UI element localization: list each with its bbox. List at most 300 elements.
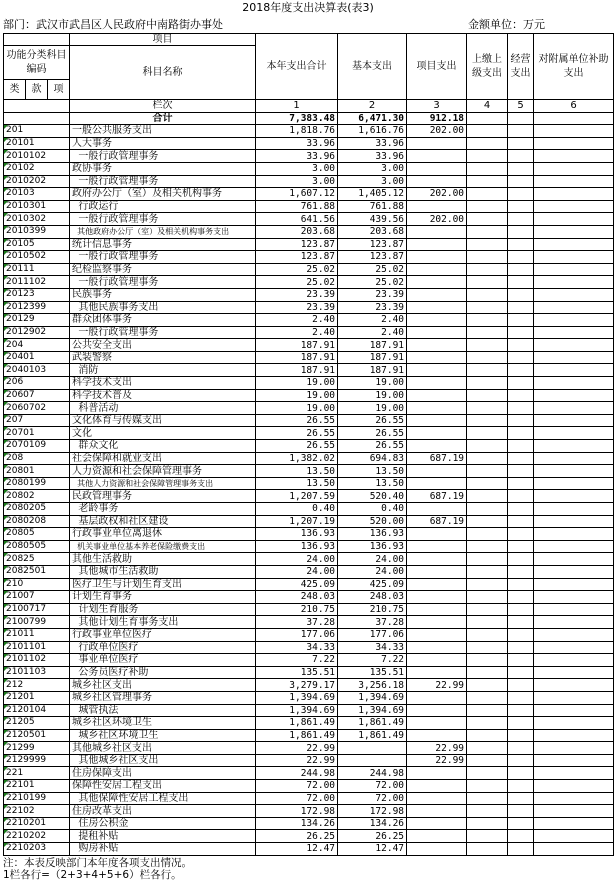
row-subsidy (534, 364, 614, 377)
row-name: 基层政权和社区建设 (70, 515, 256, 528)
table-row (4, 200, 614, 213)
row-upper (467, 641, 508, 654)
row-project (407, 477, 467, 490)
table-row (4, 792, 614, 805)
table-row (4, 288, 614, 301)
row-upper (467, 490, 508, 503)
row-operating (508, 314, 534, 327)
row-subsidy (534, 477, 614, 490)
table-row (4, 440, 614, 453)
row-project (407, 817, 467, 830)
row-total: 24.00 (256, 553, 338, 566)
lanci-row (4, 100, 614, 113)
row-code: 2101102 (4, 654, 70, 667)
row-code: 22102 (4, 805, 70, 818)
table-row (4, 188, 614, 201)
row-name: 其他政府办公厅（室）及相关机构事务支出 (70, 225, 256, 238)
row-upper (467, 729, 508, 742)
row-basic: 694.83 (338, 452, 407, 465)
row-project: 22.99 (407, 679, 467, 692)
row-operating (508, 137, 534, 150)
row-code: 20801 (4, 465, 70, 478)
row-project (407, 175, 467, 188)
row-project: 687.19 (407, 490, 467, 503)
row-subsidy (534, 628, 614, 641)
total-label: 合计 (70, 112, 256, 125)
row-project (407, 565, 467, 578)
row-project: 687.19 (407, 515, 467, 528)
row-project (407, 288, 467, 301)
row-code: 2010202 (4, 175, 70, 188)
row-upper (467, 767, 508, 780)
row-subsidy (534, 742, 614, 755)
row-basic: 25.02 (338, 276, 407, 289)
row-project (407, 540, 467, 553)
table-row (4, 616, 614, 629)
table-row (4, 565, 614, 578)
row-project (407, 603, 467, 616)
table-row (4, 691, 614, 704)
row-operating (508, 843, 534, 856)
row-upper (467, 137, 508, 150)
total-blank (4, 112, 70, 125)
row-operating (508, 691, 534, 704)
row-subsidy (534, 389, 614, 402)
row-project (407, 628, 467, 641)
row-operating (508, 351, 534, 364)
row-basic: 24.00 (338, 565, 407, 578)
row-name: 提租补贴 (70, 830, 256, 843)
row-project (407, 553, 467, 566)
row-name: 民族事务 (70, 288, 256, 301)
row-name: 行政单位医疗 (70, 641, 256, 654)
row-basic: 439.56 (338, 213, 407, 226)
row-basic: 0.40 (338, 503, 407, 516)
row-name: 科学技术支出 (70, 377, 256, 390)
row-basic: 761.88 (338, 200, 407, 213)
row-basic: 34.33 (338, 641, 407, 654)
row-project (407, 351, 467, 364)
row-basic: 244.98 (338, 767, 407, 780)
row-operating (508, 288, 534, 301)
table-row (4, 540, 614, 553)
row-project (407, 150, 467, 163)
total-operating (508, 112, 534, 125)
row-code: 2010302 (4, 213, 70, 226)
table-row (4, 679, 614, 692)
row-subsidy (534, 679, 614, 692)
row-subsidy (534, 490, 614, 503)
row-code: 2100717 (4, 603, 70, 616)
col-4: 4 (467, 100, 508, 113)
row-operating (508, 780, 534, 793)
row-total: 244.98 (256, 767, 338, 780)
row-name: 其他城乡社区支出 (70, 742, 256, 755)
total-row (4, 112, 614, 125)
row-total: 33.96 (256, 150, 338, 163)
table-row (4, 427, 614, 440)
row-basic: 172.98 (338, 805, 407, 818)
row-basic: 1,394.69 (338, 691, 407, 704)
row-code: 2080205 (4, 503, 70, 516)
row-name: 武装警察 (70, 351, 256, 364)
row-total: 3.00 (256, 162, 338, 175)
row-operating (508, 540, 534, 553)
col-2: 2 (338, 100, 407, 113)
row-project (407, 666, 467, 679)
row-code: 20101 (4, 137, 70, 150)
row-project (407, 528, 467, 541)
row-total: 25.02 (256, 276, 338, 289)
row-total: 123.87 (256, 251, 338, 264)
footer-note-1: 注：本表反映部门本年度各项支出情况。 (3, 857, 192, 869)
row-basic: 72.00 (338, 780, 407, 793)
row-total: 12.47 (256, 843, 338, 856)
row-operating (508, 175, 534, 188)
table-row (4, 402, 614, 415)
row-project (407, 578, 467, 591)
row-code: 2101101 (4, 641, 70, 654)
row-name: 住房公积金 (70, 817, 256, 830)
row-upper (467, 414, 508, 427)
row-name: 一般公共服务支出 (70, 125, 256, 138)
row-total: 135.51 (256, 666, 338, 679)
row-code: 2210199 (4, 792, 70, 805)
row-code: 20102 (4, 162, 70, 175)
row-code: 21011 (4, 628, 70, 641)
row-basic: 123.87 (338, 238, 407, 251)
table-row (4, 591, 614, 604)
row-name: 医疗卫生与计划生育支出 (70, 578, 256, 591)
row-subsidy (534, 717, 614, 730)
row-total: 187.91 (256, 364, 338, 377)
row-operating (508, 377, 534, 390)
row-subsidy (534, 414, 614, 427)
lanci-blank (4, 100, 70, 113)
row-project (407, 440, 467, 453)
row-name: 科普活动 (70, 402, 256, 415)
row-total: 0.40 (256, 503, 338, 516)
row-basic: 2.40 (338, 314, 407, 327)
row-project (407, 238, 467, 251)
row-code: 2120501 (4, 729, 70, 742)
table-row (4, 351, 614, 364)
row-project (407, 389, 467, 402)
header-item: 项目 (70, 34, 256, 46)
department-label: 部门：武汉市武昌区人民政府中南路街办事处 (3, 18, 223, 31)
table-row (4, 666, 614, 679)
row-basic: 12.47 (338, 843, 407, 856)
row-name: 科学技术普及 (70, 389, 256, 402)
row-subsidy (534, 465, 614, 478)
row-name: 人力资源和社会保障管理事务 (70, 465, 256, 478)
table-row (4, 767, 614, 780)
row-code: 20805 (4, 528, 70, 541)
row-code: 204 (4, 339, 70, 352)
row-basic: 3.00 (338, 175, 407, 188)
header-kuan: 款 (26, 80, 48, 100)
row-project (407, 465, 467, 478)
row-upper (467, 263, 508, 276)
row-name: 老龄事务 (70, 503, 256, 516)
row-upper (467, 754, 508, 767)
row-total: 3,279.17 (256, 679, 338, 692)
row-basic: 520.00 (338, 515, 407, 528)
row-subsidy (534, 238, 614, 251)
row-operating (508, 427, 534, 440)
row-project (407, 654, 467, 667)
col-3: 3 (407, 100, 467, 113)
table-row (4, 704, 614, 717)
row-total: 22.99 (256, 742, 338, 755)
row-basic: 19.00 (338, 402, 407, 415)
row-name: 其他城乡社区支出 (70, 754, 256, 767)
row-name: 其他人力资源和社会保障管理事务支出 (70, 477, 256, 490)
row-name: 公务员医疗补助 (70, 666, 256, 679)
col-5: 5 (508, 100, 534, 113)
table-row (4, 150, 614, 163)
row-upper (467, 377, 508, 390)
row-basic: 425.09 (338, 578, 407, 591)
table-row (4, 515, 614, 528)
row-name: 其他保障性安居工程支出 (70, 792, 256, 805)
row-operating (508, 830, 534, 843)
row-total: 187.91 (256, 351, 338, 364)
header-operating-text: 经营支出 (510, 53, 531, 79)
row-basic: 248.03 (338, 591, 407, 604)
row-subsidy (534, 817, 614, 830)
table-row (4, 162, 614, 175)
row-basic: 33.96 (338, 137, 407, 150)
row-code: 21205 (4, 717, 70, 730)
row-total: 34.33 (256, 641, 338, 654)
row-total: 72.00 (256, 792, 338, 805)
row-operating (508, 578, 534, 591)
row-code: 20129 (4, 314, 70, 327)
table-row (4, 389, 614, 402)
row-basic: 23.39 (338, 288, 407, 301)
row-upper (467, 616, 508, 629)
row-operating (508, 503, 534, 516)
row-code: 212 (4, 679, 70, 692)
row-total: 1,394.69 (256, 691, 338, 704)
row-operating (508, 452, 534, 465)
row-subsidy (534, 225, 614, 238)
header-func-code (4, 46, 70, 80)
row-basic: 13.50 (338, 477, 407, 490)
row-total: 187.91 (256, 339, 338, 352)
row-basic: 24.00 (338, 553, 407, 566)
row-basic: 19.00 (338, 389, 407, 402)
table-row (4, 125, 614, 138)
row-operating (508, 364, 534, 377)
row-upper (467, 351, 508, 364)
row-code: 2012902 (4, 326, 70, 339)
row-subsidy (534, 440, 614, 453)
row-basic: 187.91 (338, 364, 407, 377)
row-upper (467, 465, 508, 478)
row-operating (508, 213, 534, 226)
row-upper (467, 188, 508, 201)
row-name: 住房保障支出 (70, 767, 256, 780)
row-name: 住房改革支出 (70, 805, 256, 818)
header-basic: 基本支出 (338, 34, 407, 100)
row-upper (467, 503, 508, 516)
row-subsidy (534, 767, 614, 780)
row-total: 2.40 (256, 326, 338, 339)
row-total: 26.55 (256, 427, 338, 440)
row-upper (467, 704, 508, 717)
row-total: 7.22 (256, 654, 338, 667)
row-code: 2210203 (4, 843, 70, 856)
row-operating (508, 666, 534, 679)
row-project (407, 792, 467, 805)
row-upper (467, 162, 508, 175)
table-row (4, 817, 614, 830)
row-project (407, 326, 467, 339)
row-project (407, 717, 467, 730)
row-total: 210.75 (256, 603, 338, 616)
row-name: 计划生育事务 (70, 591, 256, 604)
expenditure-table (3, 33, 614, 856)
row-code: 2080199 (4, 477, 70, 490)
row-upper (467, 742, 508, 755)
table-row (4, 465, 614, 478)
row-project: 22.99 (407, 754, 467, 767)
table-row (4, 137, 614, 150)
row-basic: 26.25 (338, 830, 407, 843)
table-row (4, 578, 614, 591)
row-operating (508, 263, 534, 276)
row-project (407, 427, 467, 440)
row-total: 25.02 (256, 263, 338, 276)
row-subsidy (534, 427, 614, 440)
row-name: 购房补贴 (70, 843, 256, 856)
table-row (4, 654, 614, 667)
total-upper (467, 112, 508, 125)
header-row-1 (4, 34, 614, 46)
row-operating (508, 276, 534, 289)
row-basic: 2.40 (338, 326, 407, 339)
row-name: 机关事业单位基本养老保险缴费支出 (70, 540, 256, 553)
row-subsidy (534, 200, 614, 213)
row-project: 202.00 (407, 125, 467, 138)
row-code: 2010502 (4, 251, 70, 264)
row-subsidy (534, 754, 614, 767)
row-total: 425.09 (256, 578, 338, 591)
row-operating (508, 565, 534, 578)
row-subsidy (534, 729, 614, 742)
row-upper (467, 427, 508, 440)
row-project (407, 301, 467, 314)
row-upper (467, 780, 508, 793)
table-row (4, 742, 614, 755)
row-total: 19.00 (256, 377, 338, 390)
row-basic: 1,861.49 (338, 717, 407, 730)
row-subsidy (534, 704, 614, 717)
row-operating (508, 490, 534, 503)
row-code: 2120104 (4, 704, 70, 717)
row-upper (467, 225, 508, 238)
row-name: 城乡社区管理事务 (70, 691, 256, 704)
row-operating (508, 515, 534, 528)
row-upper (467, 578, 508, 591)
row-upper (467, 691, 508, 704)
row-subsidy (534, 301, 614, 314)
row-total: 1,861.49 (256, 717, 338, 730)
row-upper (467, 805, 508, 818)
footer-note-2: 1栏各行=（2+3+4+5+6）栏各行。 (3, 869, 182, 881)
row-basic: 25.02 (338, 263, 407, 276)
row-code: 221 (4, 767, 70, 780)
row-basic: 134.26 (338, 817, 407, 830)
row-subsidy (534, 830, 614, 843)
row-project (407, 200, 467, 213)
row-code: 20401 (4, 351, 70, 364)
row-upper (467, 238, 508, 251)
row-name: 城乡社区环境卫生 (70, 717, 256, 730)
row-name: 行政运行 (70, 200, 256, 213)
row-total: 3.00 (256, 175, 338, 188)
table-row (4, 452, 614, 465)
row-operating (508, 805, 534, 818)
row-operating (508, 188, 534, 201)
row-code: 2010301 (4, 200, 70, 213)
row-project (407, 704, 467, 717)
report-title: 2018年度支出决算表(表3) (242, 1, 374, 14)
table-row (4, 490, 614, 503)
row-subsidy (534, 188, 614, 201)
row-total: 19.00 (256, 402, 338, 415)
row-name: 民政管理事务 (70, 490, 256, 503)
row-upper (467, 817, 508, 830)
row-subsidy (534, 553, 614, 566)
row-subsidy (534, 137, 614, 150)
col-6: 6 (534, 100, 614, 113)
row-subsidy (534, 125, 614, 138)
row-total: 136.93 (256, 528, 338, 541)
row-basic: 1,405.12 (338, 188, 407, 201)
row-project: 687.19 (407, 452, 467, 465)
header-xiang: 项 (48, 80, 70, 100)
row-code: 2060702 (4, 402, 70, 415)
row-subsidy (534, 641, 614, 654)
row-operating (508, 402, 534, 415)
row-subsidy (534, 452, 614, 465)
row-total: 37.28 (256, 616, 338, 629)
row-name: 一般行政管理事务 (70, 175, 256, 188)
row-name: 文化体育与传媒支出 (70, 414, 256, 427)
row-subsidy (534, 792, 614, 805)
row-project (407, 402, 467, 415)
row-total: 13.50 (256, 477, 338, 490)
row-upper (467, 364, 508, 377)
row-total: 641.56 (256, 213, 338, 226)
row-name: 政府办公厅（室）及相关机构事务 (70, 188, 256, 201)
row-project (407, 225, 467, 238)
row-name: 其他计划生育事务支出 (70, 616, 256, 629)
row-operating (508, 440, 534, 453)
table-row (4, 377, 614, 390)
row-subsidy (534, 528, 614, 541)
row-project (407, 503, 467, 516)
row-subsidy (534, 843, 614, 856)
row-basic: 187.91 (338, 351, 407, 364)
row-code: 21201 (4, 691, 70, 704)
row-code: 2080208 (4, 515, 70, 528)
row-basic: 37.28 (338, 616, 407, 629)
row-upper (467, 440, 508, 453)
